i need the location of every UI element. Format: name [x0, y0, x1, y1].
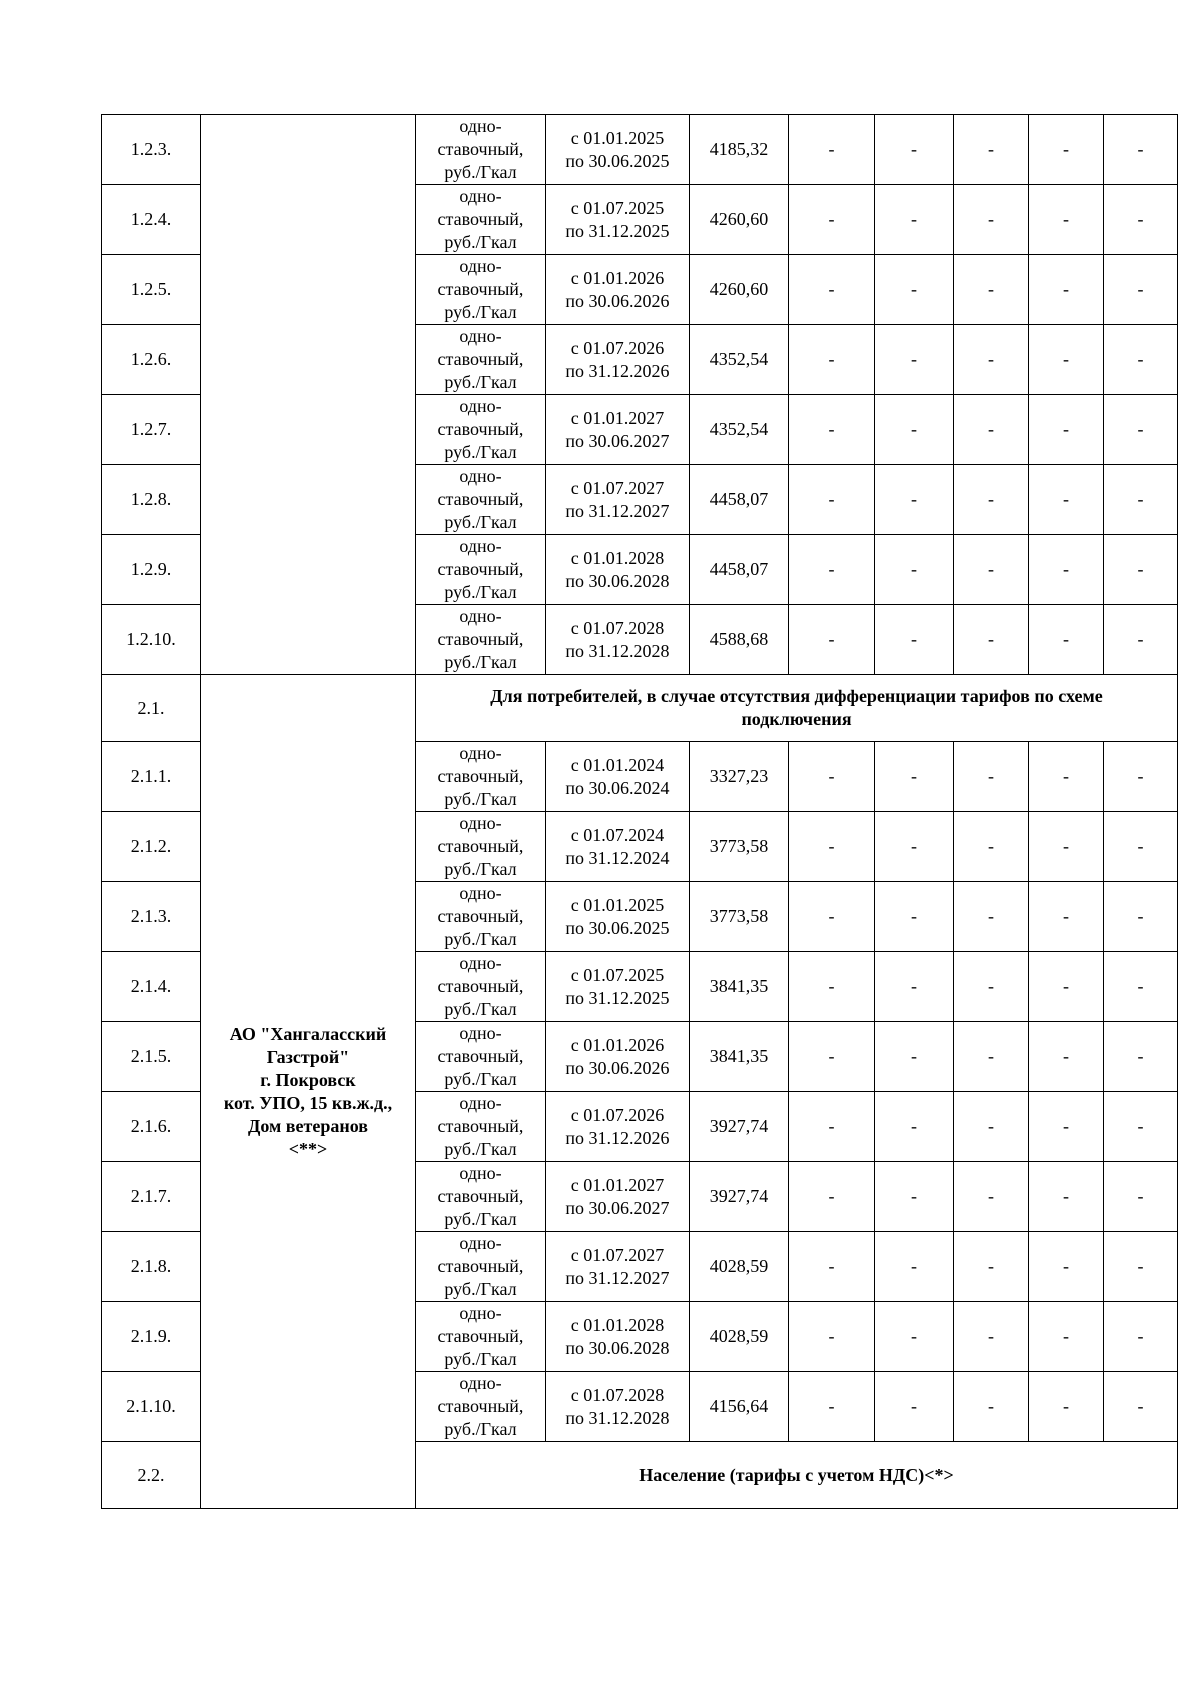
empty-dash-cell: -	[1029, 605, 1104, 675]
empty-dash-cell: -	[954, 1372, 1029, 1442]
empty-dash-cell: -	[1029, 1022, 1104, 1092]
empty-dash-cell: -	[954, 742, 1029, 812]
row-number: 1.2.8.	[102, 465, 201, 535]
period-from: с 01.07.2027	[570, 477, 665, 498]
row-number: 1.2.3.	[102, 115, 201, 185]
org-cell-continued	[201, 115, 416, 675]
rate-type-line: руб./Гкал	[444, 652, 517, 672]
rate-type-cell	[416, 465, 546, 535]
period-to: по 31.12.2025	[565, 987, 670, 1008]
rate-type-line: ставочный,	[437, 419, 524, 439]
empty-dash-cell: -	[954, 952, 1029, 1022]
empty-dash-cell: -	[1029, 465, 1104, 535]
empty-dash-cell: -	[954, 255, 1029, 325]
period-to: по 31.12.2024	[565, 847, 670, 868]
empty-dash-cell: -	[789, 1022, 875, 1092]
period-cell	[546, 812, 690, 882]
empty-dash-cell: -	[1104, 395, 1178, 465]
tariff-value: 4028,59	[690, 1302, 789, 1372]
row-number: 1.2.4.	[102, 185, 201, 255]
rate-type-line: одно-	[459, 536, 502, 556]
empty-dash-cell: -	[954, 1092, 1029, 1162]
rate-type-line: одно-	[459, 606, 502, 626]
empty-dash-cell: -	[1104, 742, 1178, 812]
empty-dash-cell: -	[1029, 742, 1104, 812]
empty-dash-cell: -	[875, 1022, 954, 1092]
row-number: 1.2.7.	[102, 395, 201, 465]
empty-dash-cell: -	[954, 1302, 1029, 1372]
rate-type-line: одно-	[459, 256, 502, 276]
empty-dash-cell: -	[954, 465, 1029, 535]
rate-type-line: ставочный,	[437, 976, 524, 996]
empty-dash-cell: -	[789, 812, 875, 882]
empty-dash-cell: -	[875, 1092, 954, 1162]
rate-type-line: ставочный,	[437, 1116, 524, 1136]
tariff-value: 4028,59	[690, 1232, 789, 1302]
empty-dash-cell: -	[789, 1162, 875, 1232]
section-number: 2.1.	[102, 675, 201, 742]
rate-type-line: руб./Гкал	[444, 999, 517, 1019]
rate-type-cell	[416, 395, 546, 465]
rate-type-cell	[416, 1092, 546, 1162]
tariff-value: 4588,68	[690, 605, 789, 675]
empty-dash-cell: -	[789, 1372, 875, 1442]
rate-type-cell	[416, 1372, 546, 1442]
period-cell	[546, 185, 690, 255]
empty-dash-cell: -	[954, 185, 1029, 255]
rate-type-line: руб./Гкал	[444, 512, 517, 532]
row-number: 1.2.5.	[102, 255, 201, 325]
period-to: по 30.06.2028	[565, 1337, 670, 1358]
rate-type-line: руб./Гкал	[444, 442, 517, 462]
rate-type-line: одно-	[459, 1093, 502, 1113]
rate-type-line: руб./Гкал	[444, 1069, 517, 1089]
rate-type-line: ставочный,	[437, 1046, 524, 1066]
tariff-value: 3927,74	[690, 1092, 789, 1162]
rate-type-line: одно-	[459, 1233, 502, 1253]
empty-dash-cell: -	[875, 1372, 954, 1442]
empty-dash-cell: -	[789, 325, 875, 395]
period-from: с 01.07.2026	[570, 337, 665, 358]
rate-type-line: одно-	[459, 883, 502, 903]
rate-type-line: ставочный,	[437, 209, 524, 229]
period-from: с 01.01.2027	[570, 407, 665, 428]
period-to: по 31.12.2026	[565, 360, 670, 381]
row-number: 1.2.9.	[102, 535, 201, 605]
period-cell	[546, 255, 690, 325]
tariff-value: 3773,58	[690, 882, 789, 952]
rate-type-line: ставочный,	[437, 766, 524, 786]
period-from: с 01.01.2024	[570, 754, 665, 775]
period-to: по 31.12.2028	[565, 640, 670, 661]
organization-name-line: Газстрой"	[266, 1046, 350, 1067]
empty-dash-cell: -	[1029, 882, 1104, 952]
period-cell	[546, 115, 690, 185]
rate-type-line: руб./Гкал	[444, 582, 517, 602]
rate-type-line: руб./Гкал	[444, 789, 517, 809]
empty-dash-cell: -	[875, 465, 954, 535]
tariff-value: 3841,35	[690, 952, 789, 1022]
tariff-value: 4458,07	[690, 535, 789, 605]
empty-dash-cell: -	[1029, 1162, 1104, 1232]
empty-dash-cell: -	[1104, 185, 1178, 255]
rate-type-line: одно-	[459, 186, 502, 206]
row-number: 2.1.3.	[102, 882, 201, 952]
tariff-value: 3927,74	[690, 1162, 789, 1232]
rate-type-line: ставочный,	[437, 349, 524, 369]
rate-type-line: одно-	[459, 953, 502, 973]
period-cell	[546, 1372, 690, 1442]
period-to: по 30.06.2026	[565, 1057, 670, 1078]
period-from: с 01.07.2028	[570, 1384, 665, 1405]
organization-name-line: г. Покровск	[260, 1069, 356, 1090]
period-to: по 30.06.2027	[565, 1197, 670, 1218]
empty-dash-cell: -	[1029, 812, 1104, 882]
period-cell	[546, 395, 690, 465]
empty-dash-cell: -	[1029, 1092, 1104, 1162]
empty-dash-cell: -	[1104, 115, 1178, 185]
row-number: 2.1.10.	[102, 1372, 201, 1442]
rate-type-line: руб./Гкал	[444, 1139, 517, 1159]
empty-dash-cell: -	[789, 742, 875, 812]
period-cell	[546, 1092, 690, 1162]
empty-dash-cell: -	[1104, 1302, 1178, 1372]
empty-dash-cell: -	[1029, 115, 1104, 185]
rate-type-line: руб./Гкал	[444, 372, 517, 392]
rate-type-line: руб./Гкал	[444, 929, 517, 949]
rate-type-line: одно-	[459, 396, 502, 416]
period-from: с 01.07.2025	[570, 197, 665, 218]
organization-name-line: кот. УПО, 15 кв.ж.д.,	[223, 1092, 393, 1113]
empty-dash-cell: -	[1029, 952, 1104, 1022]
period-from: с 01.07.2027	[570, 1244, 665, 1265]
rate-type-line: руб./Гкал	[444, 162, 517, 182]
period-from: с 01.01.2026	[570, 1034, 665, 1055]
empty-dash-cell: -	[1029, 185, 1104, 255]
rate-type-line: одно-	[459, 1373, 502, 1393]
rate-type-line: руб./Гкал	[444, 1209, 517, 1229]
rate-type-line: одно-	[459, 466, 502, 486]
period-cell	[546, 1162, 690, 1232]
organization-name	[201, 675, 416, 1509]
tariff-value: 3773,58	[690, 812, 789, 882]
period-to: по 30.06.2028	[565, 570, 670, 591]
tariff-value: 4352,54	[690, 325, 789, 395]
rate-type-line: ставочный,	[437, 559, 524, 579]
empty-dash-cell: -	[1029, 1372, 1104, 1442]
period-cell	[546, 1232, 690, 1302]
period-cell	[546, 605, 690, 675]
period-from: с 01.07.2025	[570, 964, 665, 985]
tariff-value: 4458,07	[690, 465, 789, 535]
period-cell	[546, 465, 690, 535]
empty-dash-cell: -	[1104, 1022, 1178, 1092]
rate-type-line: одно-	[459, 1303, 502, 1323]
empty-dash-cell: -	[954, 325, 1029, 395]
rate-type-line: одно-	[459, 743, 502, 763]
period-cell	[546, 1302, 690, 1372]
rate-type-cell	[416, 1232, 546, 1302]
rate-type-cell	[416, 952, 546, 1022]
rate-type-line: руб./Гкал	[444, 1349, 517, 1369]
empty-dash-cell: -	[954, 1232, 1029, 1302]
period-to: по 31.12.2027	[565, 1267, 670, 1288]
tariff-value: 4156,64	[690, 1372, 789, 1442]
rate-type-line: одно-	[459, 326, 502, 346]
rate-type-line: руб./Гкал	[444, 1279, 517, 1299]
empty-dash-cell: -	[1104, 952, 1178, 1022]
period-to: по 30.06.2024	[565, 777, 670, 798]
rate-type-line: одно-	[459, 116, 502, 136]
rate-type-line: ставочный,	[437, 1396, 524, 1416]
period-from: с 01.01.2025	[570, 894, 665, 915]
empty-dash-cell: -	[789, 1232, 875, 1302]
rate-type-cell	[416, 1162, 546, 1232]
rate-type-line: ставочный,	[437, 906, 524, 926]
organization-name-line: Дом ветеранов	[248, 1115, 368, 1136]
row-number: 2.1.1.	[102, 742, 201, 812]
period-from: с 01.01.2027	[570, 1174, 665, 1195]
empty-dash-cell: -	[789, 115, 875, 185]
period-to: по 30.06.2025	[565, 150, 670, 171]
period-to: по 31.12.2027	[565, 500, 670, 521]
tariff-table	[101, 114, 1178, 1509]
rate-type-line: ставочный,	[437, 836, 524, 856]
organization-name-line: АО "Хангаласский	[229, 1023, 387, 1044]
empty-dash-cell: -	[954, 1022, 1029, 1092]
rate-type-line: ставочный,	[437, 139, 524, 159]
period-from: с 01.07.2026	[570, 1104, 665, 1125]
section-header-row	[102, 675, 1178, 742]
rate-type-line: руб./Гкал	[444, 1419, 517, 1439]
empty-dash-cell: -	[1104, 465, 1178, 535]
rate-type-line: ставочный,	[437, 1186, 524, 1206]
tariff-value: 3327,23	[690, 742, 789, 812]
tariff-value: 4260,60	[690, 255, 789, 325]
rate-type-line: одно-	[459, 1023, 502, 1043]
row-number: 2.1.5.	[102, 1022, 201, 1092]
empty-dash-cell: -	[954, 605, 1029, 675]
empty-dash-cell: -	[1104, 812, 1178, 882]
period-to: по 30.06.2025	[565, 917, 670, 938]
empty-dash-cell: -	[875, 1162, 954, 1232]
empty-dash-cell: -	[789, 1092, 875, 1162]
empty-dash-cell: -	[789, 185, 875, 255]
row-number: 2.1.6.	[102, 1092, 201, 1162]
section-number: 2.2.	[102, 1442, 201, 1509]
row-number: 2.1.4.	[102, 952, 201, 1022]
row-number: 1.2.10.	[102, 605, 201, 675]
empty-dash-cell: -	[1104, 605, 1178, 675]
empty-dash-cell: -	[875, 535, 954, 605]
empty-dash-cell: -	[1029, 1232, 1104, 1302]
empty-dash-cell: -	[875, 952, 954, 1022]
empty-dash-cell: -	[875, 882, 954, 952]
rate-type-cell	[416, 255, 546, 325]
rate-type-line: одно-	[459, 1163, 502, 1183]
empty-dash-cell: -	[789, 952, 875, 1022]
empty-dash-cell: -	[789, 1302, 875, 1372]
empty-dash-cell: -	[1029, 395, 1104, 465]
empty-dash-cell: -	[875, 1302, 954, 1372]
rate-type-line: руб./Гкал	[444, 232, 517, 252]
period-to: по 30.06.2026	[565, 290, 670, 311]
tariff-value: 4352,54	[690, 395, 789, 465]
period-cell	[546, 882, 690, 952]
empty-dash-cell: -	[1029, 325, 1104, 395]
row-number: 2.1.7.	[102, 1162, 201, 1232]
period-from: с 01.07.2028	[570, 617, 665, 638]
empty-dash-cell: -	[1104, 1162, 1178, 1232]
empty-dash-cell: -	[1104, 1232, 1178, 1302]
rate-type-cell	[416, 325, 546, 395]
rate-type-line: ставочный,	[437, 1326, 524, 1346]
empty-dash-cell: -	[875, 185, 954, 255]
rate-type-line: одно-	[459, 813, 502, 833]
empty-dash-cell: -	[875, 742, 954, 812]
empty-dash-cell: -	[789, 535, 875, 605]
rate-type-line: ставочный,	[437, 1256, 524, 1276]
empty-dash-cell: -	[1029, 1302, 1104, 1372]
rate-type-line: ставочный,	[437, 629, 524, 649]
empty-dash-cell: -	[954, 1162, 1029, 1232]
period-cell	[546, 1022, 690, 1092]
empty-dash-cell: -	[1104, 1372, 1178, 1442]
period-to: по 30.06.2027	[565, 430, 670, 451]
empty-dash-cell: -	[875, 605, 954, 675]
empty-dash-cell: -	[954, 882, 1029, 952]
row-number: 2.1.8.	[102, 1232, 201, 1302]
rate-type-cell	[416, 535, 546, 605]
empty-dash-cell: -	[1104, 535, 1178, 605]
empty-dash-cell: -	[789, 395, 875, 465]
rate-type-cell	[416, 812, 546, 882]
empty-dash-cell: -	[954, 395, 1029, 465]
empty-dash-cell: -	[954, 115, 1029, 185]
rate-type-cell	[416, 185, 546, 255]
empty-dash-cell: -	[875, 812, 954, 882]
period-from: с 01.01.2028	[570, 1314, 665, 1335]
empty-dash-cell: -	[1104, 325, 1178, 395]
tariff-value: 4260,60	[690, 185, 789, 255]
period-cell	[546, 952, 690, 1022]
table-row	[102, 115, 1178, 185]
empty-dash-cell: -	[875, 255, 954, 325]
empty-dash-cell: -	[789, 882, 875, 952]
rate-type-line: руб./Гкал	[444, 859, 517, 879]
rate-type-cell	[416, 742, 546, 812]
period-to: по 31.12.2025	[565, 220, 670, 241]
empty-dash-cell: -	[875, 1232, 954, 1302]
rate-type-cell	[416, 605, 546, 675]
empty-dash-cell: -	[875, 115, 954, 185]
row-number: 1.2.6.	[102, 325, 201, 395]
period-from: с 01.07.2024	[570, 824, 665, 845]
rate-type-cell	[416, 1022, 546, 1092]
period-cell	[546, 325, 690, 395]
empty-dash-cell: -	[789, 465, 875, 535]
rate-type-line: руб./Гкал	[444, 302, 517, 322]
period-from: с 01.01.2025	[570, 127, 665, 148]
section-title: Для потребителей, в случае отсутствия дифференциации тарифов по схеме подключения	[416, 675, 1178, 742]
empty-dash-cell: -	[875, 325, 954, 395]
section-title: Население (тарифы с учетом НДС)<*>	[416, 1442, 1178, 1509]
empty-dash-cell: -	[1029, 535, 1104, 605]
row-number: 2.1.9.	[102, 1302, 201, 1372]
rate-type-line: ставочный,	[437, 279, 524, 299]
rate-type-cell	[416, 882, 546, 952]
empty-dash-cell: -	[954, 812, 1029, 882]
rate-type-cell	[416, 115, 546, 185]
empty-dash-cell: -	[1104, 882, 1178, 952]
empty-dash-cell: -	[1104, 1092, 1178, 1162]
period-from: с 01.01.2026	[570, 267, 665, 288]
period-from: с 01.01.2028	[570, 547, 665, 568]
period-to: по 31.12.2026	[565, 1127, 670, 1148]
empty-dash-cell: -	[954, 535, 1029, 605]
empty-dash-cell: -	[789, 605, 875, 675]
row-number: 2.1.2.	[102, 812, 201, 882]
empty-dash-cell: -	[789, 255, 875, 325]
empty-dash-cell: -	[875, 395, 954, 465]
organization-name-line: <**>	[288, 1138, 328, 1159]
tariff-value: 4185,32	[690, 115, 789, 185]
period-cell	[546, 535, 690, 605]
period-cell	[546, 742, 690, 812]
empty-dash-cell: -	[1104, 255, 1178, 325]
tariff-value: 3841,35	[690, 1022, 789, 1092]
empty-dash-cell: -	[1029, 255, 1104, 325]
period-to: по 31.12.2028	[565, 1407, 670, 1428]
table-body	[102, 115, 1178, 1509]
rate-type-cell	[416, 1302, 546, 1372]
rate-type-line: ставочный,	[437, 489, 524, 509]
